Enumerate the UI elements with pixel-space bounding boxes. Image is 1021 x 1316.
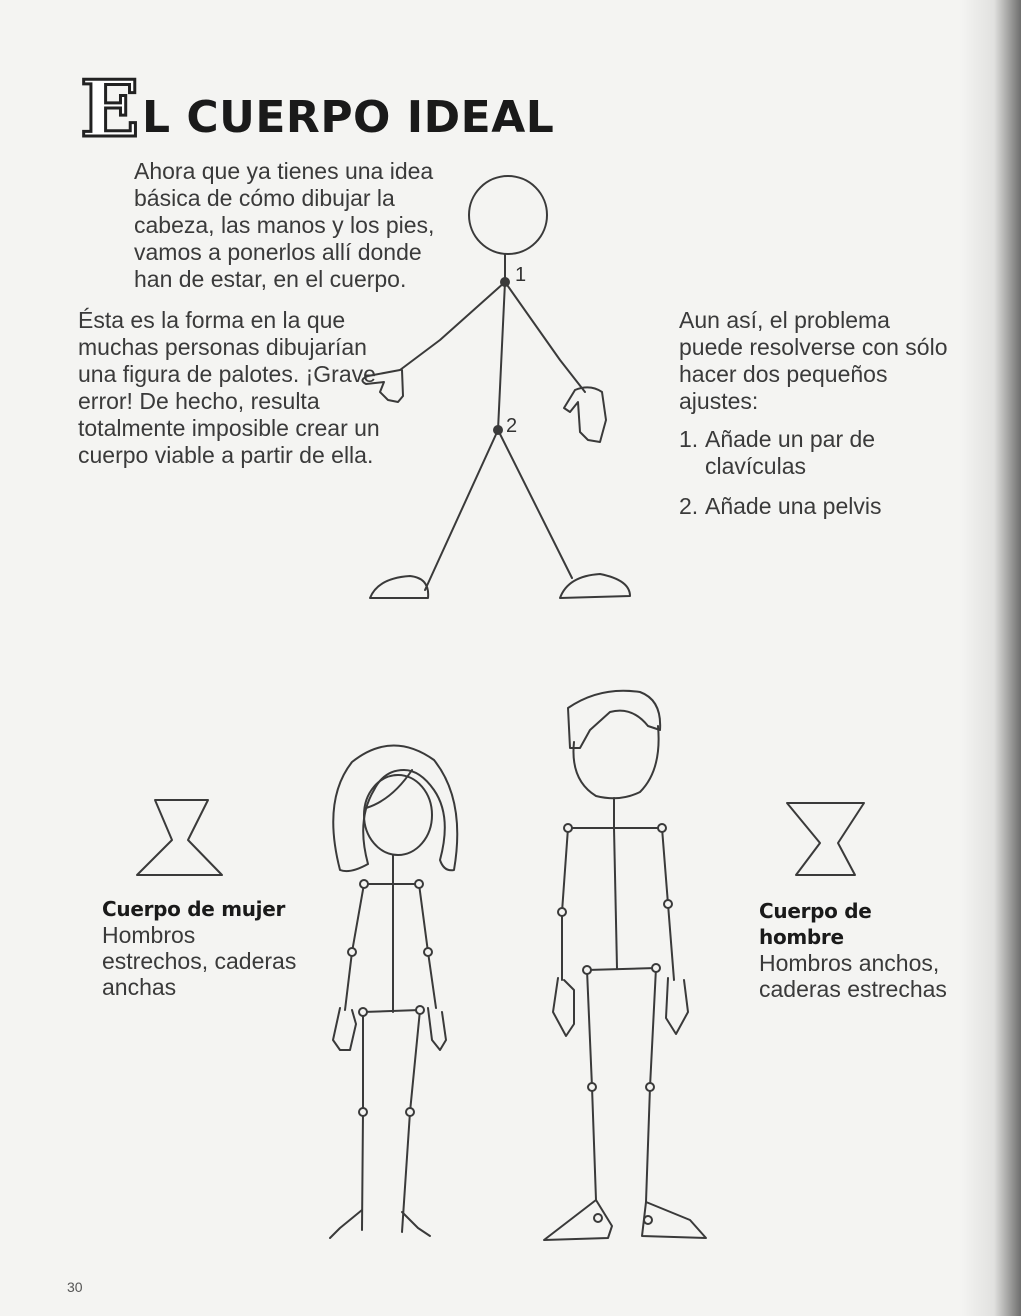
list-item-number: 2.: [679, 493, 699, 519]
page-title: L CUERPO IDEAL: [142, 92, 555, 143]
stick-figure-head: [469, 176, 547, 254]
stick-figure-drawing: [362, 176, 630, 598]
woman-joint: [359, 1108, 367, 1116]
woman-right-leg: [402, 1010, 420, 1232]
woman-joint: [416, 1006, 424, 1014]
stick-figure-right-foot: [560, 574, 630, 598]
woman-joint: [415, 880, 423, 888]
stick-figure-paragraph: Ésta es la forma en la que muchas personas dibujarían una figura de palotes. ¡Grave error! De hecho, resulta totalmente imposible crear un cuerpo viable a partir de ella.: [78, 307, 380, 468]
list-item-text: Añade una pelvis: [705, 493, 882, 519]
stick-figure-right-leg: [498, 430, 572, 578]
woman-left-arm: [345, 884, 364, 1010]
figure-label-1: 1: [515, 264, 527, 286]
stick-figure-torso: [498, 282, 505, 430]
man-joint: [646, 1083, 654, 1091]
stick-figure-right-hand: [564, 387, 606, 442]
woman-joint: [359, 1008, 367, 1016]
man-joint: [583, 966, 591, 974]
woman-joint: [424, 948, 432, 956]
man-joint: [652, 964, 660, 972]
list-item-text: Añade un par de clavículas: [705, 426, 876, 479]
joint-marker-1: [501, 278, 509, 286]
figure-label-2: 2: [506, 415, 518, 437]
man-left-hand: [553, 978, 574, 1036]
woman-left-leg: [362, 1012, 363, 1230]
man-caption-text: Hombros anchos, caderas estrechas: [759, 950, 947, 1002]
woman-hourglass-shape: [137, 800, 222, 875]
stick-figure-left-foot: [370, 576, 428, 598]
man-joint: [594, 1214, 602, 1222]
woman-pelvis: [363, 1010, 420, 1012]
woman-left-foot: [330, 1210, 362, 1238]
stick-figure-left-leg: [425, 430, 498, 590]
man-spine: [614, 828, 617, 968]
man-joint: [558, 908, 566, 916]
woman-hair: [333, 745, 457, 871]
woman-right-arm: [419, 884, 436, 1008]
joint-marker-2: [494, 426, 502, 434]
man-left-arm: [562, 828, 568, 980]
man-joint: [658, 824, 666, 832]
woman-figure-drawing: [330, 745, 457, 1238]
woman-left-hand: [333, 1008, 356, 1050]
woman-joint: [348, 948, 356, 956]
list-item-number: 1.: [679, 426, 699, 452]
stick-figure-left-arm: [400, 282, 505, 370]
woman-joint: [360, 880, 368, 888]
man-hair: [568, 691, 660, 748]
woman-joint: [406, 1108, 414, 1116]
man-figure-drawing: [544, 691, 706, 1240]
man-joint: [564, 824, 572, 832]
woman-caption-heading: Cuerpo de mujer: [102, 897, 286, 921]
man-joint: [588, 1083, 596, 1091]
man-joint: [644, 1216, 652, 1224]
woman-right-hand: [428, 1008, 446, 1050]
stick-figure-right-arm: [505, 282, 585, 392]
man-pelvis: [587, 968, 656, 970]
page-number: 30: [67, 1279, 83, 1295]
man-joint: [664, 900, 672, 908]
woman-right-foot: [402, 1212, 430, 1236]
fix-paragraph: Aun así, el problema puede resolverse con sólo hacer dos pequeños ajustes:: [679, 307, 948, 414]
woman-caption-text: Hombros estrechos, caderas anchas: [102, 922, 297, 1000]
stick-figure-left-hand: [362, 370, 403, 402]
man-right-hand: [666, 978, 688, 1034]
title-drop-cap: E: [80, 64, 140, 155]
man-hourglass-shape: [787, 803, 864, 875]
man-caption-heading: Cuerpo de hombre: [759, 899, 872, 949]
intro-paragraph: Ahora que ya tienes una idea básica de cómo dibujar la cabeza, las manos y los pies, vamos a ponerlos allí donde han de estar, en el cuerpo.: [134, 158, 435, 292]
